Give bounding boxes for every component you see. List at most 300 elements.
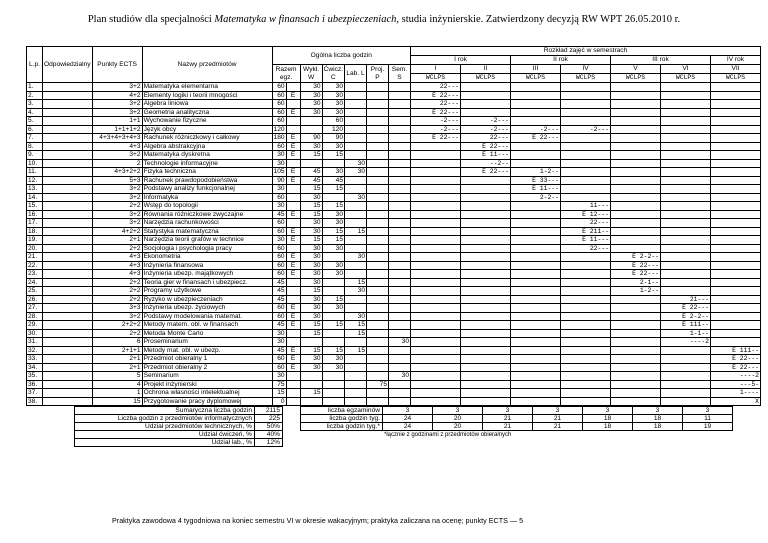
row-cwicz: 15 — [322, 295, 344, 304]
row-sem — [389, 363, 411, 372]
row-odpowiedzialny — [43, 100, 93, 109]
row-razem: 60 — [272, 363, 286, 372]
row-ects: 4+3 — [92, 253, 142, 262]
header-sem-code: WCLPS — [611, 74, 661, 83]
row-sem2: -2--- — [461, 125, 511, 134]
row-wykl — [300, 380, 322, 389]
row-sem7: X — [711, 397, 761, 406]
row-cwicz — [322, 278, 344, 287]
row-razem: 45 — [272, 278, 286, 287]
row-cwicz: 30 — [322, 355, 344, 364]
row-sem6 — [661, 202, 711, 211]
row-egz: E — [286, 253, 300, 262]
row-sem1 — [411, 346, 461, 355]
semester-summary-value: 3 — [533, 407, 583, 415]
row-sem5: E 22--- — [611, 261, 661, 270]
row-nazwa: Geometria analityczna — [142, 108, 272, 117]
row-lp: 11. — [27, 168, 43, 177]
row-nazwa: Metody mat. obl. w ubezp. — [142, 346, 272, 355]
row-nazwa: Elementy logiki i teorii mnogości — [142, 91, 272, 100]
row-sem6 — [661, 244, 711, 253]
row-sem4: E 11--- — [561, 236, 611, 245]
row-wykl — [300, 397, 322, 406]
row-sem7 — [711, 321, 761, 330]
row-razem: 105 — [273, 168, 285, 175]
row-proj — [367, 253, 389, 262]
row-razem: 60 — [272, 244, 286, 253]
row-odpowiedzialny — [43, 193, 93, 202]
row-odpowiedzialny — [43, 270, 93, 279]
row-ects: 4+3+2+2 — [92, 168, 142, 177]
row-sem — [389, 253, 411, 262]
row-lab: 30 — [345, 168, 367, 177]
row-sem3 — [511, 389, 561, 398]
row-odpowiedzialny — [43, 295, 93, 304]
header-year-1: I rok — [411, 56, 511, 65]
row-cwicz: 45 — [322, 176, 344, 185]
row-sem5 — [611, 227, 661, 236]
table-row — [27, 346, 761, 355]
row-razem: 30 — [272, 338, 286, 347]
table-row — [27, 202, 761, 211]
row-sem — [389, 210, 411, 219]
row-egz — [286, 193, 300, 202]
row-sem4: 11--- — [561, 202, 611, 211]
row-sem2 — [461, 278, 511, 287]
header-semester: II — [461, 65, 511, 74]
row-razem: 180 — [273, 134, 285, 141]
row-lab — [345, 91, 367, 100]
row-wykl: 30 — [300, 312, 322, 321]
row-lab — [345, 372, 367, 381]
row-sem6 — [661, 176, 711, 185]
row-sem5 — [611, 125, 661, 134]
row-odpowiedzialny — [43, 244, 93, 253]
row-sem2: E 22--- — [461, 168, 511, 177]
row-sem3 — [511, 287, 561, 296]
table-row — [27, 142, 761, 151]
row-sem4 — [561, 159, 611, 168]
row-sem6: E 111-- — [661, 321, 711, 330]
row-proj — [367, 185, 389, 194]
row-sem1: E 22--- — [411, 108, 461, 117]
header-year-4: IV rok — [711, 56, 761, 65]
row-sem1 — [411, 380, 461, 389]
semester-summary-value: 3 — [683, 407, 733, 415]
row-lab: 15 — [345, 329, 367, 338]
row-sem1 — [411, 227, 461, 236]
row-sem2 — [461, 270, 511, 279]
table-row — [27, 380, 761, 389]
row-cwicz: 30 — [322, 108, 344, 117]
header-odpowiedzialny: Odpowiedzialny — [43, 47, 93, 83]
page-title: Plan studiów dla specjalności Matematyka w finansach i ubezpieczeniach, studia inżynierskie. Zatwierdzony decyzją RW WPT 26.05.2010 r. — [87, 14, 681, 25]
row-odpowiedzialny — [43, 210, 93, 219]
row-lab: 15 — [345, 346, 367, 355]
table-row — [301, 415, 733, 423]
row-sem2 — [461, 295, 511, 304]
row-sem4 — [561, 355, 611, 364]
header-semester: VI — [661, 65, 711, 74]
row-sem5: E 2-2-- — [611, 253, 661, 262]
row-sem7: E 22--- — [711, 363, 761, 372]
row-sem1 — [411, 253, 461, 262]
row-nazwa: Programy użytkowe — [142, 287, 272, 296]
row-lab — [345, 261, 367, 270]
semester-summary-value: 18 — [633, 415, 683, 423]
row-sem7 — [711, 168, 761, 177]
summary-value: 2115 — [255, 407, 283, 415]
row-proj — [367, 355, 389, 364]
row-sem1 — [411, 202, 461, 211]
row-lab: 15 — [345, 278, 367, 287]
row-sem2 — [461, 219, 511, 228]
row-proj — [367, 142, 389, 151]
row-sem4 — [561, 83, 611, 92]
row-wykl: 30 — [300, 261, 322, 270]
row-razem: 30 — [272, 185, 286, 194]
row-odpowiedzialny — [43, 91, 93, 100]
row-sem3 — [511, 83, 561, 92]
table-row — [27, 108, 761, 117]
row-sem5 — [611, 151, 661, 160]
row-sem5: E 22--- — [611, 270, 661, 279]
row-sem4: E 211-- — [561, 227, 611, 236]
row-ects: 2+2 — [92, 287, 142, 296]
row-sem — [389, 270, 411, 279]
row-egz: E — [286, 321, 300, 330]
row-egz — [286, 380, 300, 389]
row-sem7 — [711, 270, 761, 279]
row-sem6: E 2-2-- — [661, 312, 711, 321]
row-lp: 31. — [27, 338, 43, 347]
row-sem3 — [511, 219, 561, 228]
row-sem2 — [461, 338, 511, 347]
row-egz: E — [286, 363, 300, 372]
row-sem — [389, 100, 411, 109]
header-sem-code: WCLPS — [511, 74, 561, 83]
table-row — [27, 236, 761, 245]
row-sem6: E 22--- — [661, 304, 711, 313]
row-wykl: 30 — [300, 295, 322, 304]
row-sem7: ---5- — [711, 380, 761, 389]
row-nazwa: Równania różniczkowe zwyczajne — [142, 210, 272, 219]
row-nazwa: Algebra abstrakcyjna — [142, 142, 272, 151]
row-ects: 3+2 — [92, 210, 142, 219]
row-lp: 4. — [27, 108, 43, 117]
row-razem: 60 — [272, 355, 286, 364]
row-sem4 — [561, 338, 611, 347]
row-lab — [345, 134, 367, 143]
row-sem2 — [461, 312, 511, 321]
row-odpowiedzialny — [43, 312, 93, 321]
row-lp: 18. — [27, 227, 43, 236]
row-sem3 — [511, 236, 561, 245]
row-egz: E — [286, 142, 300, 151]
row-egz: E — [286, 168, 300, 177]
row-sem5 — [611, 142, 661, 151]
row-sem5 — [611, 380, 661, 389]
row-sem5 — [611, 372, 661, 381]
row-egz: E — [286, 236, 300, 245]
row-razem: 45 — [272, 321, 286, 330]
row-cwicz — [322, 287, 344, 296]
row-sem2 — [461, 244, 511, 253]
table-row — [27, 287, 761, 296]
row-proj — [367, 227, 389, 236]
row-sem5 — [611, 202, 661, 211]
row-odpowiedzialny — [43, 397, 93, 406]
header-wykl: Wykł. W — [300, 65, 322, 83]
header-sem-code: WCLPS — [411, 74, 461, 83]
row-sem1 — [411, 312, 461, 321]
row-sem4 — [561, 261, 611, 270]
row-sem7 — [711, 287, 761, 296]
semester-summary-value: 18 — [633, 423, 683, 431]
row-sem5 — [611, 219, 661, 228]
summary-label: Udział ćwiczeń, % — [75, 431, 255, 439]
row-sem — [389, 227, 411, 236]
header-sem-code: WCLPS — [561, 74, 611, 83]
row-ects: 4+3 — [92, 270, 142, 279]
row-lp: 38. — [27, 397, 43, 406]
row-sem7 — [711, 261, 761, 270]
row-wykl: 30 — [300, 253, 322, 262]
row-sem1: -2--- — [411, 117, 461, 126]
row-razem: 45 — [272, 346, 286, 355]
summary-table — [74, 406, 283, 447]
table-row — [27, 321, 761, 330]
row-wykl: 45 — [300, 176, 322, 185]
row-ects: 4 — [92, 380, 142, 389]
row-sem3 — [511, 295, 561, 304]
row-sem2: 22--- — [461, 134, 511, 143]
row-sem1 — [411, 236, 461, 245]
row-odpowiedzialny — [43, 134, 93, 143]
row-cwicz: 15 — [322, 151, 344, 160]
row-sem5 — [611, 185, 661, 194]
row-lab — [345, 304, 367, 313]
row-wykl — [300, 338, 322, 347]
row-lp: 12. — [27, 176, 43, 185]
row-sem2 — [461, 380, 511, 389]
header-year-2: II rok — [511, 56, 611, 65]
row-sem5 — [611, 100, 661, 109]
row-sem3 — [511, 261, 561, 270]
row-egz — [286, 202, 300, 211]
row-sem7 — [711, 193, 761, 202]
row-razem: 75 — [272, 380, 286, 389]
row-razem: 30 — [272, 236, 286, 245]
row-sem7: E 22--- — [711, 355, 761, 364]
row-sem7: ----2 — [711, 372, 761, 381]
row-cwicz — [322, 329, 344, 338]
row-proj — [367, 91, 389, 100]
table-row — [27, 397, 761, 406]
row-proj — [367, 151, 389, 160]
row-lab: 15 — [345, 227, 367, 236]
row-sem6 — [661, 185, 711, 194]
row-sem — [389, 380, 411, 389]
table-row — [27, 134, 761, 143]
row-wykl: 30 — [300, 91, 322, 100]
row-ects: 3+2 — [92, 312, 142, 321]
row-ects: 2+1 — [92, 363, 142, 372]
row-lab — [345, 117, 367, 126]
row-cwicz: 15 — [322, 227, 344, 236]
row-nazwa: Język obcy — [142, 125, 272, 134]
row-sem2: E 22--- — [461, 142, 511, 151]
row-sem5 — [611, 236, 661, 245]
row-egz — [286, 219, 300, 228]
row-sem6 — [661, 397, 711, 406]
row-razem: 15 — [272, 389, 286, 398]
row-cwicz: 30 — [322, 210, 344, 219]
row-sem2 — [461, 329, 511, 338]
row-razem: 90 — [272, 176, 286, 185]
row-nazwa: Informatyka — [142, 193, 272, 202]
row-sem — [389, 278, 411, 287]
row-sem5 — [611, 338, 661, 347]
row-sem5 — [611, 193, 661, 202]
row-nazwa: Seminarium — [142, 372, 272, 381]
row-wykl: 15 — [300, 287, 322, 296]
semester-summary-value: 21 — [483, 423, 533, 431]
row-egz: E — [286, 227, 300, 236]
row-cwicz: 30 — [322, 100, 344, 109]
table-row — [27, 100, 761, 109]
row-nazwa: Projekt inżynierski — [142, 380, 272, 389]
row-odpowiedzialny — [43, 253, 93, 262]
row-lp: 2. — [27, 91, 43, 100]
row-lp: 21. — [27, 253, 43, 262]
row-wykl: 15 — [300, 321, 322, 330]
row-proj — [367, 346, 389, 355]
row-sem — [389, 389, 411, 398]
row-sem — [389, 261, 411, 270]
row-sem — [389, 397, 411, 406]
row-sem6 — [661, 151, 711, 160]
row-odpowiedzialny — [43, 176, 93, 185]
row-ects: 2 — [92, 159, 142, 168]
row-odpowiedzialny — [43, 83, 93, 92]
row-lab — [345, 295, 367, 304]
row-sem2 — [461, 287, 511, 296]
row-ects: 2+1 — [92, 236, 142, 245]
row-nazwa: Wychowanie fizyczne — [142, 117, 272, 126]
row-proj — [367, 321, 389, 330]
row-razem: 60 — [272, 100, 286, 109]
row-proj — [367, 117, 389, 126]
semester-summary-value: 3 — [433, 407, 483, 415]
row-ects: 3+2 — [92, 151, 142, 160]
row-wykl: 15 — [300, 151, 322, 160]
row-lab — [345, 176, 367, 185]
row-cwicz — [322, 380, 344, 389]
row-egz: E — [286, 108, 300, 117]
row-sem5 — [611, 329, 661, 338]
row-razem: 60 — [272, 253, 286, 262]
row-sem5 — [611, 355, 661, 364]
row-sem3 — [511, 321, 561, 330]
table-row — [27, 227, 761, 236]
row-sem1 — [411, 321, 461, 330]
row-sem2 — [461, 372, 511, 381]
row-wykl: 30 — [300, 227, 322, 236]
row-wykl — [300, 372, 322, 381]
row-cwicz: 15 — [322, 185, 344, 194]
row-wykl: 30 — [300, 193, 322, 202]
row-sem7 — [711, 91, 761, 100]
header-cwicz: Ćwicz. C — [323, 65, 343, 81]
row-lab — [345, 355, 367, 364]
semester-summary-note: *łącznie z godzinami z przedmiotów obieralnych — [384, 432, 512, 438]
row-sem1 — [411, 142, 461, 151]
header-year-3: III rok — [611, 56, 711, 65]
row-razem: 30 — [272, 151, 286, 160]
table-row — [27, 389, 761, 398]
row-lab — [345, 244, 367, 253]
row-proj — [367, 304, 389, 313]
row-cwicz: 30 — [322, 168, 344, 177]
row-sem1 — [411, 304, 461, 313]
row-egz — [286, 185, 300, 194]
row-lab: 30 — [345, 159, 367, 168]
row-lab — [345, 363, 367, 372]
row-cwicz — [322, 389, 344, 398]
row-sem6 — [661, 236, 711, 245]
row-wykl: 30 — [300, 219, 322, 228]
row-cwicz: 30 — [322, 304, 344, 313]
row-sem1 — [411, 210, 461, 219]
summary-value: 50% — [255, 423, 283, 431]
row-nazwa: Narzędzia teorii grafów w technice — [142, 236, 272, 245]
row-sem1 — [411, 185, 461, 194]
row-proj — [367, 193, 389, 202]
row-sem — [389, 176, 411, 185]
row-sem3 — [511, 397, 561, 406]
row-lab: 15 — [345, 321, 367, 330]
table-row — [27, 151, 761, 160]
row-cwicz — [322, 193, 344, 202]
row-lab — [345, 185, 367, 194]
row-lp: 32. — [27, 346, 43, 355]
row-nazwa: Ochrona własności intelektualnej — [142, 389, 272, 398]
semester-summary-value: 24 — [383, 423, 433, 431]
table-row — [27, 168, 761, 177]
row-sem3: E 22--- — [511, 134, 561, 143]
row-razem: 45 — [272, 287, 286, 296]
row-razem: 60 — [272, 91, 286, 100]
row-sem3 — [511, 270, 561, 279]
row-odpowiedzialny — [43, 389, 93, 398]
row-sem3 — [511, 202, 561, 211]
row-egz — [286, 397, 300, 406]
row-lab: 30 — [345, 287, 367, 296]
row-sem7 — [711, 210, 761, 219]
row-sem7 — [711, 142, 761, 151]
row-lp: 15. — [27, 202, 43, 211]
row-egz — [286, 287, 300, 296]
row-sem3 — [511, 346, 561, 355]
row-sem7 — [711, 253, 761, 262]
row-sem — [389, 108, 411, 117]
summary-value: 40% — [255, 431, 283, 439]
table-row — [27, 117, 761, 126]
row-ects: 3+2 — [92, 185, 142, 194]
row-odpowiedzialny — [43, 278, 93, 287]
row-sem1 — [411, 389, 461, 398]
